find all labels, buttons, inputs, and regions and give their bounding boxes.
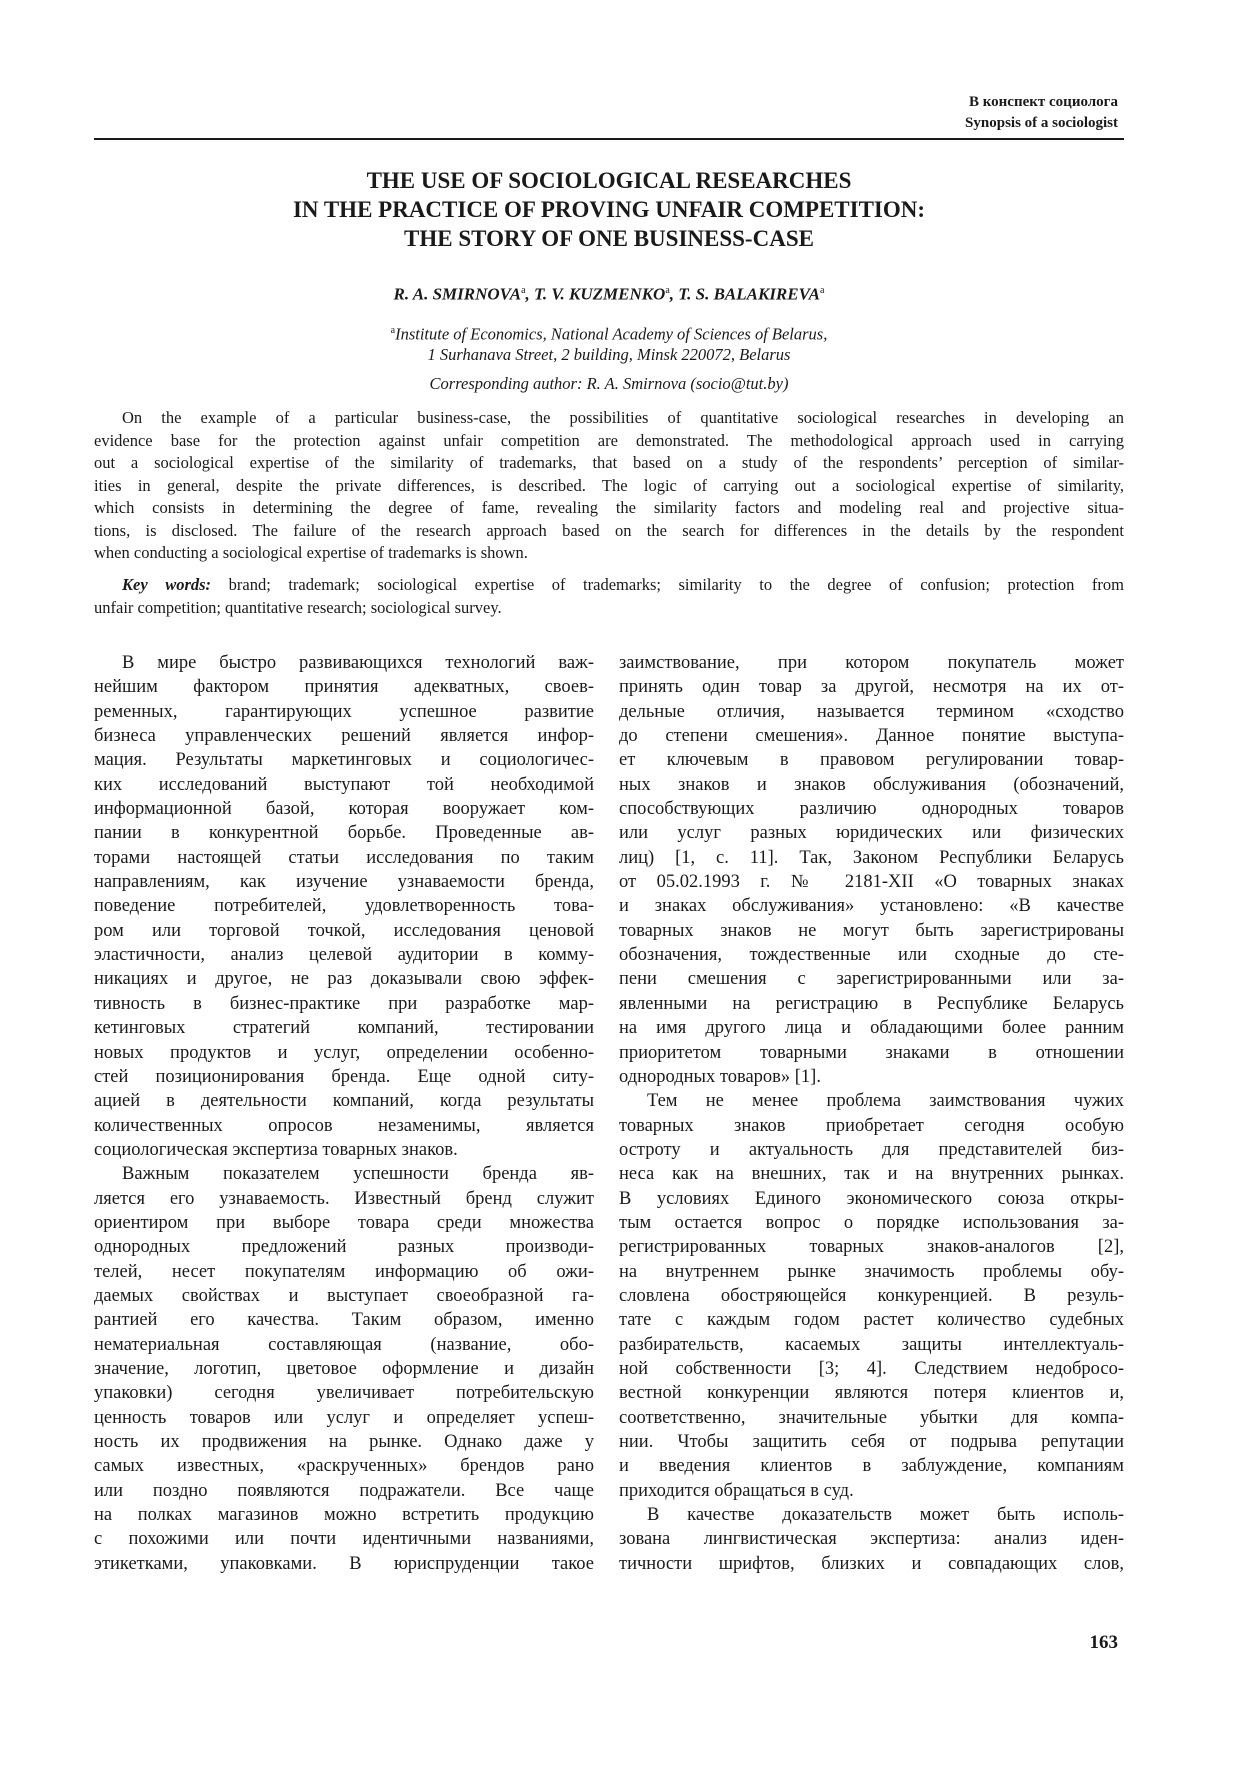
author-name: T. V. KUZMENKO <box>534 284 666 304</box>
abstract-line: which consists in determining the degree of fame, revealing the similarity factors and modeling real and projective situa- <box>94 498 1124 517</box>
keywords-text: unfair competition; quantitative research; sociological survey. <box>94 597 502 617</box>
body-text-line: телей, несет покупателям информацию об ожи- <box>94 1261 594 1282</box>
body-text-line: ной собственности [3; 4]. Следствием недобросо- <box>619 1358 1124 1379</box>
body-text-line: тичности шрифтов, близких и совпадающих слов, <box>619 1553 1124 1574</box>
body-text-line: тате с каждым годом растет количество судебных <box>619 1310 1124 1331</box>
body-text-line: однородных товаров» [1]. <box>619 1066 821 1087</box>
affiliation-line: 1 Surhanava Street, 2 building, Minsk 220072, Belarus <box>427 344 791 364</box>
body-text-line: эластичности, анализ целевой аудитории в комму- <box>94 945 594 966</box>
header-rule <box>94 138 1124 140</box>
title-line: IN THE PRACTICE OF PROVING UNFAIR COMPETITION: <box>292 197 926 222</box>
body-text-line: на внутреннем рынке значимость проблемы обу- <box>619 1261 1124 1282</box>
author-affiliation-mark: a <box>820 285 825 296</box>
body-text-line: ляется его узнаваемость. Известный бренд служит <box>94 1188 594 1209</box>
body-text-line: поведение потребителей, удовлетворенность това- <box>94 896 594 917</box>
author-list: R. A. SMIRNOVA$^a$, T. V. KUZMENKO$^a$, T. S. BALAKIREVA$^a$ <box>393 284 825 304</box>
affiliation <box>94 321 1124 365</box>
abstract-line: evidence base for the protection against unfair competition are demonstrated. The methodological approach used in carrying <box>94 430 1124 450</box>
body-text-line: этикетками, упаковками. В юриспруденции такое <box>94 1553 594 1574</box>
body-text-line: и введения клиентов в заблуждение, компаниям <box>619 1456 1124 1477</box>
affiliation-mark: a <box>390 325 396 336</box>
body-text-line: мация. Результаты маркетинговых и социологичес- <box>94 750 594 771</box>
article-title <box>94 166 1124 253</box>
abstract <box>94 407 1124 565</box>
body-text-line: товарных знаков приобретает сегодня особую <box>619 1115 1124 1136</box>
body-text-line: на имя другого лица и обладающими более ранним <box>619 1018 1124 1039</box>
body-text-line: новых продуктов и услуг, определении особенно- <box>94 1042 594 1063</box>
body-text-line: зована лингвистическая экспертиза: анализ иден- <box>619 1529 1124 1550</box>
body-text-line: ацией в деятельности компаний, когда результаты <box>94 1091 594 1112</box>
body-text-line: ориентиром при выборе товара среди множества <box>94 1212 594 1233</box>
body-text-line: Важным показателем успешности бренда яв- <box>122 1164 594 1185</box>
body-text-line: самых известных, «раскрученных» брендов рано <box>94 1456 594 1477</box>
page-number: 163 <box>1089 1632 1118 1653</box>
running-head <box>965 92 1118 134</box>
body-text-line: нематериальная составляющая (название, обо- <box>94 1334 594 1355</box>
running-head-en: Synopsis of a sociologist <box>965 115 1118 131</box>
body-text-line: и знаках обслуживания» установлено: «В качестве <box>619 896 1124 917</box>
body-text-line: даемых свойствах и выступает своеобразной га- <box>94 1285 594 1306</box>
body-text-line: однородных предложений разных производи- <box>94 1237 594 1258</box>
body-text-line: тивность в бизнес-практике при разработке мар- <box>94 993 594 1014</box>
body-text-line: с похожими или почти идентичными названиями, <box>94 1529 594 1550</box>
abstract-line: On the example of a particular business-case, the possibilities of quantitative sociological researches in developing an <box>122 408 1124 427</box>
body-text-line: направлениям, как изучение узнаваемости бренда, <box>94 872 594 893</box>
body-text-line: словлена обостряющейся конкуренцией. В резуль- <box>619 1285 1124 1306</box>
body-text-line: соответственно, значительные убытки для компа- <box>619 1407 1124 1428</box>
body-text-line: или услуг разных юридических или физических <box>619 823 1124 844</box>
body-text-line: торами настоящей статьи исследования по таким <box>94 847 594 868</box>
body-column-left <box>94 651 594 1576</box>
body-text-line: пени смешения с зарегистрированными или за- <box>619 969 1124 990</box>
body-text-line: В качестве доказательств может быть исполь- <box>647 1505 1124 1526</box>
body-text-line: дельные отличия, называется термином «сходство <box>619 701 1124 722</box>
body-text-line: ность их продвижения на рынке. Однако даже у <box>94 1432 594 1452</box>
body-text-line: приоритетом товарными знаками в отношении <box>619 1042 1124 1063</box>
body-text-line: рантией его качества. Таким образом, именно <box>94 1310 594 1331</box>
keywords <box>94 574 1124 619</box>
body-text-line: тым остается вопрос о порядке использования за- <box>619 1212 1124 1233</box>
body-text-line: упаковки) сегодня увеличивает потребительскую <box>94 1383 594 1404</box>
affiliation-line: Institute of Economics, National Academy of Sciences of Belarus, <box>395 324 828 344</box>
author-affiliation-mark: a <box>521 285 526 296</box>
body-text-line: нии. Чтобы защитить себя от подрыва репутации <box>619 1432 1124 1452</box>
body-text-line: ких исследований выступают той необходимой <box>94 774 594 795</box>
body-text-line: пании в конкурентной борьбе. Проведенные ав- <box>94 823 594 844</box>
body-text-line: ет ключевым в правовом регулировании товар- <box>619 750 1124 771</box>
body-column-right <box>619 651 1124 1576</box>
body-text-line: вестной конкуренции являются потеря клиентов и, <box>619 1383 1124 1404</box>
keywords-label: Key words: <box>122 575 212 594</box>
body-text-line: В мире быстро развивающихся технологий важ- <box>122 653 594 673</box>
body-text-line: стей позиционирования бренда. Еще одной ситу- <box>94 1066 594 1087</box>
body-text-line: товарных знаков не могут быть зарегистрированы <box>619 920 1124 941</box>
body-text-line: лиц) [1, с. 11]. Так, Законом Республики Беларусь <box>619 847 1124 868</box>
body-text-line: нейшим фактором принятия адекватных, своев- <box>94 677 594 698</box>
body-text-line: Тем не менее проблема заимствования чужих <box>647 1091 1124 1112</box>
body-text-line: способствующих различию однородных товаров <box>619 799 1124 820</box>
body-text-line: кетинговых стратегий компаний, тестировании <box>94 1018 594 1039</box>
body-text-line: от 05.02.1993 г. № 2181-XII «О товарных знаках <box>619 872 1124 893</box>
body-text-line: приходится обращаться в суд. <box>619 1480 854 1501</box>
body-text-line: ных знаков и знаков обслуживания (обозначений, <box>619 774 1124 795</box>
body-text-line: разбирательств, касаемых защиты интеллектуаль- <box>619 1334 1124 1355</box>
body-text-line: ременных, гарантирующих успешное развитие <box>94 701 594 722</box>
keywords-text: brand; trademark; sociological expertise of trademarks; similarity to the degree of confusion; protection from <box>211 575 1124 594</box>
body-text-line: обозначения, тождественные или сходные до сте- <box>619 945 1124 966</box>
body-text-line: на полках магазинов можно встретить продукцию <box>94 1505 594 1526</box>
author-name: T. S. BALAKIREVA <box>678 284 821 304</box>
corresponding-author: Corresponding author: R. A. Smirnova (socio@tut.by) <box>429 374 789 393</box>
body-text-line: информационной базой, которая вооружает ком- <box>94 799 594 820</box>
title-line: THE USE OF SOCIOLOGICAL RESEARCHES <box>366 168 852 193</box>
body-text-line: неса как на внешних, так и на внутренних рынках. <box>619 1164 1124 1185</box>
abstract-line: ities in general, despite the private differences, is described. The logic of carrying out a sociological expertise of similarity, <box>94 475 1124 495</box>
abstract-line: when conducting a sociological expertise of trademarks is shown. <box>94 543 528 562</box>
body-text-line: или поздно появляются подражатели. Все чаще <box>94 1480 594 1501</box>
body-text-line: ром или торговой точкой, исследования ценовой <box>94 920 594 941</box>
body-text-line: социологическая экспертиза товарных знаков. <box>94 1139 458 1160</box>
abstract-line: out a sociological expertise of the similarity of trademarks, that based on a study of the respondents’ perception of similar- <box>94 453 1124 472</box>
body-text-line: явленными на регистрацию в Республике Беларусь <box>619 993 1124 1014</box>
author-name: R. A. SMIRNOVA <box>393 284 522 304</box>
title-line: THE STORY OF ONE BUSINESS-CASE <box>404 226 814 251</box>
body-text-line: В условиях Единого экономического союза откры- <box>619 1188 1124 1209</box>
body-text-line: заимствование, при котором покупатель может <box>619 653 1124 673</box>
running-head-ru: В конспект социолога <box>968 94 1118 110</box>
body-text-line: регистрированных товарных знаков-аналогов [2], <box>619 1237 1124 1258</box>
body-text-line: принять один товар за другой, несмотря на их от- <box>619 677 1124 698</box>
body-text-line: количественных опросов незаменимы, является <box>94 1115 594 1136</box>
body-text-line: бизнеса управленческих решений является инфор- <box>94 726 594 747</box>
author-affiliation-mark: a <box>665 285 670 296</box>
body-text-line: до степени смешения». Данное понятие выступа- <box>619 726 1124 747</box>
body-text-line: значение, логотип, цветовое оформление и дизайн <box>94 1358 594 1379</box>
abstract-line: tions, is disclosed. The failure of the research approach based on the search for differences in the details by the respondent <box>94 520 1124 540</box>
body-text-line: ценность товаров или услуг и определяет успеш- <box>94 1407 594 1428</box>
body-text-line: никациях и другое, не раз доказывали свою эффек- <box>94 969 594 990</box>
body-text-line: остроту и актуальность для представителей биз- <box>619 1139 1124 1160</box>
